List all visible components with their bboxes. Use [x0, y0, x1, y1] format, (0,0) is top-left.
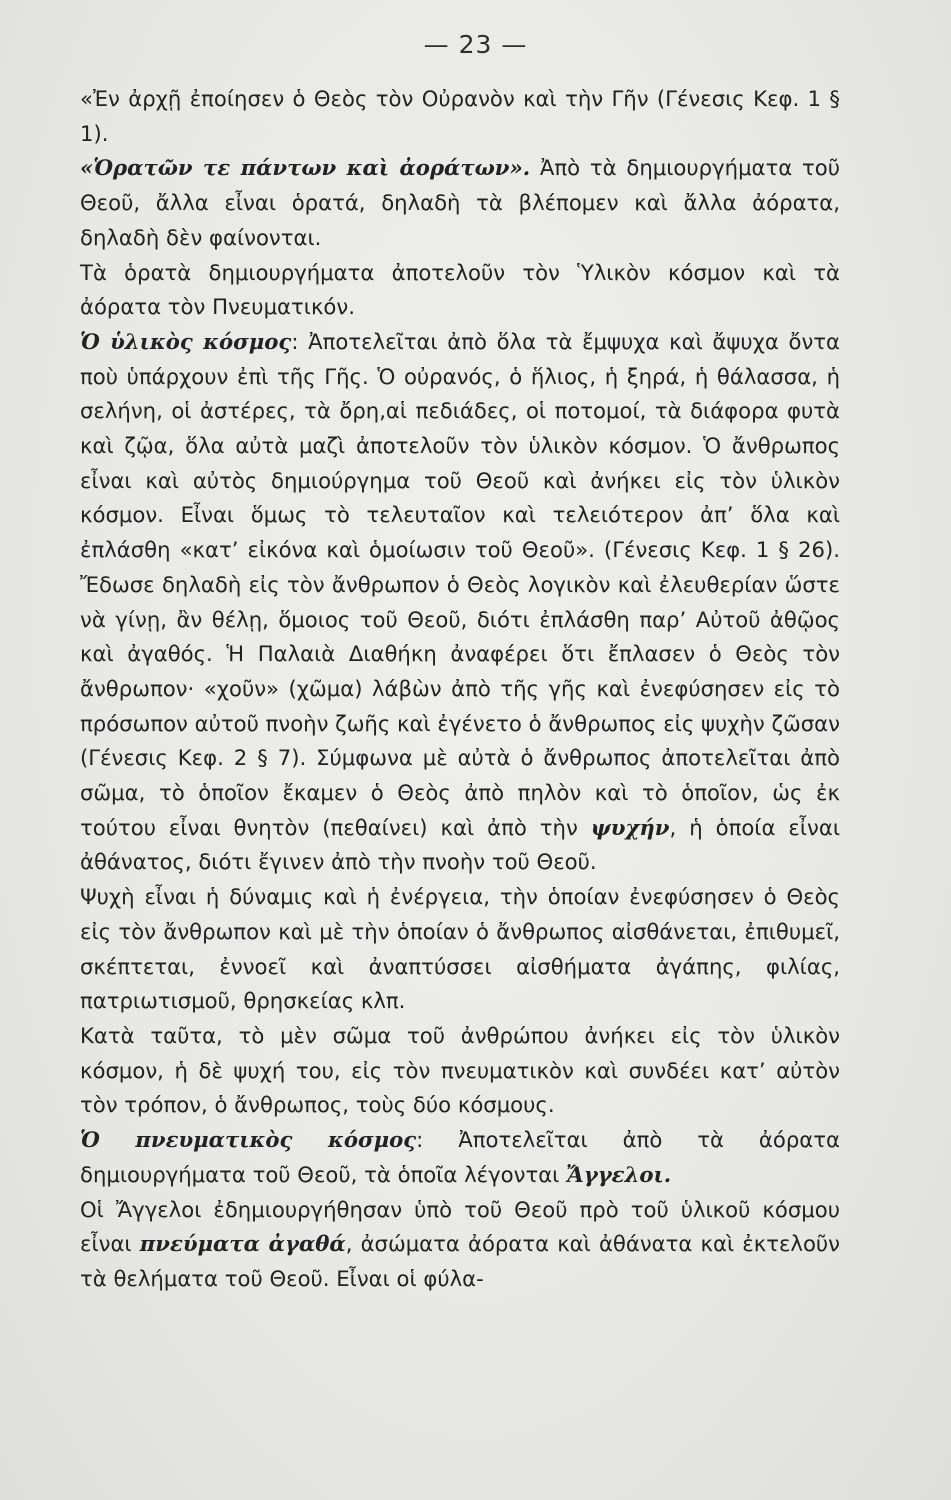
- body-text: «Ἐν ἀρχῇ ἐποίησεν ὁ Θεὸς τὸν Οὐρανὸν καὶ τὴν Γῆν (Γένεσις Κεφ. 1 § 1).: [80, 86, 840, 146]
- paragraph: [80, 256, 840, 325]
- paragraph: [80, 1123, 840, 1192]
- emphasis-text: Ὁ πνευματικὸς κόσμος: [80, 1127, 417, 1153]
- body-text: Ἀπὸ τὰ δημιουργήματα τοῦ Θεοῦ, ἄλλα εἶναι ὁρατά, δηλαδὴ τὰ βλέπομεν καὶ ἄλλα ἀόρατα, δηλαδὴ δὲν φαίνονται.: [80, 155, 841, 250]
- paragraph: [80, 82, 840, 151]
- emphasis-text: Ὁ ὑλικὸς κόσμος: [80, 328, 292, 354]
- paragraph: [80, 151, 840, 255]
- emphasis-text: «Ὁρατῶν τε πάντων καὶ ἀοράτων».: [80, 155, 531, 181]
- body-text: Ψυχὴ εἶναι ἡ δύναμις καὶ ἡ ἐνέργεια, τὴν ὁποίαν ἐνεφύσησεν ὁ Θεὸς εἰς τὸν ἄνθρωπον καὶ μὲ τὴν ὁποίαν ὁ ἄνθρωπος αἰσθάνεται, ἐπιθυμεῖ, σκέπτεται, ἐννοεῖ καὶ ἀναπτύσσει αἰσθήματα ἀγάπης, φιλίας, πατριωτισμοῦ, θρησκείας κλπ.: [80, 884, 840, 1014]
- body-text: Τὰ ὁρατὰ δημιουργήματα ἀποτελοῦν τὸν Ὑλικὸν κόσμον καὶ τὰ ἀόρατα τὸν Πνευματικόν.: [80, 259, 840, 320]
- body-text: Κατὰ ταῦτα, τὸ μὲν σῶμα τοῦ ἀνθρώπου ἀνήκει εἰς τὸν ὑλικὸν κόσμον, ἡ δὲ ψυχή του, εἰς τὸν πνευματικὸν καὶ συνδέει κατ’ αὐτὸν τὸν τρόπον, ὁ ἄνθρωπος, τοὺς δύο κόσμους.: [80, 1022, 840, 1118]
- emphasis-text: Ἄγγελοι.: [566, 1161, 672, 1187]
- emphasis-text: πνεύματα ἀγαθά: [139, 1231, 346, 1257]
- emphasis-text: ψυχήν: [590, 814, 670, 840]
- body-text: : Ἀποτελεῖται ἀπὸ τὰ ἀόρατα δημιουργήματα τοῦ Θεοῦ, τὰ ὁποῖα λέγονται: [80, 1127, 840, 1187]
- page-body-text: [80, 82, 840, 1297]
- body-text: , ἀσώματα ἀόρατα καὶ ἀθάνατα καὶ ἐκτελοῦν τὰ θελήματα τοῦ Θεοῦ. Εἶναι οἱ φύλα-: [80, 1231, 840, 1291]
- paragraph: [80, 1193, 840, 1297]
- body-text: Οἱ Ἄγγελοι ἐδημιουργήθησαν ὑπὸ τοῦ Θεοῦ πρὸ τοῦ ὑλικοῦ κόσμου εἶναι: [80, 1196, 840, 1257]
- paragraph: [80, 880, 840, 1019]
- body-text: : Ἀποτελεῖται ἀπὸ ὅλα τὰ ἔμψυχα καὶ ἄψυχα ὄντα ποὺ ὑπάρχουν ἐπὶ τῆς Γῆς. Ὁ οὐρανός, ὁ ἥλιος, ἡ ξηρά, ἡ θάλασσα, ἡ σελήνη, οἱ ἀστέρες, τὰ ὄρη,αἱ πεδιάδες, οἱ ποτομοί, τὰ διάφορα φυτὰ καὶ ζῷα, ὅλα αὐτὰ μαζὶ ἀποτελοῦν τὸν ὑλικὸν κόσμον. Ὁ ἄνθρωπος εἶναι καὶ αὐτὸς δημιούργημα τοῦ Θεοῦ καὶ ἀνήκει εἰς τὸν ὑλικὸν κόσμον. Εἶναι ὅμως τὸ τελευταῖον καὶ τελειότερον ἀπ’ ὅλα καὶ ἐπλάσθη «κατ’ εἰκόνα καὶ ὁμοίωσιν τοῦ Θεοῦ». (Γένεσις Κεφ. 1 § 26). Ἔδωσε δηλαδὴ εἰς τὸν ἄνθρωπον ὁ Θεὸς λογικὸν καὶ ἐλευθερίαν ὥστε νὰ γίνῃ, ἂν θέλῃ, ὅμοιος τοῦ Θεοῦ, διότι ἐπλάσθη παρ’ Αὐτοῦ ἀθῷος καὶ ἀγαθός. Ἡ Παλαιὰ Διαθήκη ἀναφέρει ὅτι ἔπλασεν ὁ Θεὸς τὸν ἄνθρωπον· «χοῦν» (χῶμα) λάβὼν ἀπὸ τῆς γῆς καὶ ἐνεφύσησεν εἰς τὸ πρόσωπον αὐτοῦ πνοὴν ζωῆς καὶ ἐγένετο ὁ ἄνθρωπος εἰς ψυχὴν ζῶσαν (Γένεσις Κεφ. 2 § 7). Σύμφωνα μὲ αὐτὰ ὁ ἄνθρωπος ἀποτελεῖται ἀπὸ σῶμα, τὸ ὁποῖον ἔκαμεν ὁ Θεὸς ἀπὸ πηλὸν καὶ τὸ ὁποῖον, ὡς ἐκ τούτου εἶναι θνητὸν (πεθαίνει) καὶ ἀπὸ τὴν: [80, 328, 841, 840]
- paragraph: [80, 325, 840, 880]
- body-text: , ἡ ὁποία εἶναι ἀθάνατος, διότι ἔγινεν ἀπὸ τὴν πνοὴν τοῦ Θεοῦ.: [80, 814, 841, 875]
- page-number: — 23 —: [423, 30, 528, 59]
- paragraph: [80, 1019, 840, 1123]
